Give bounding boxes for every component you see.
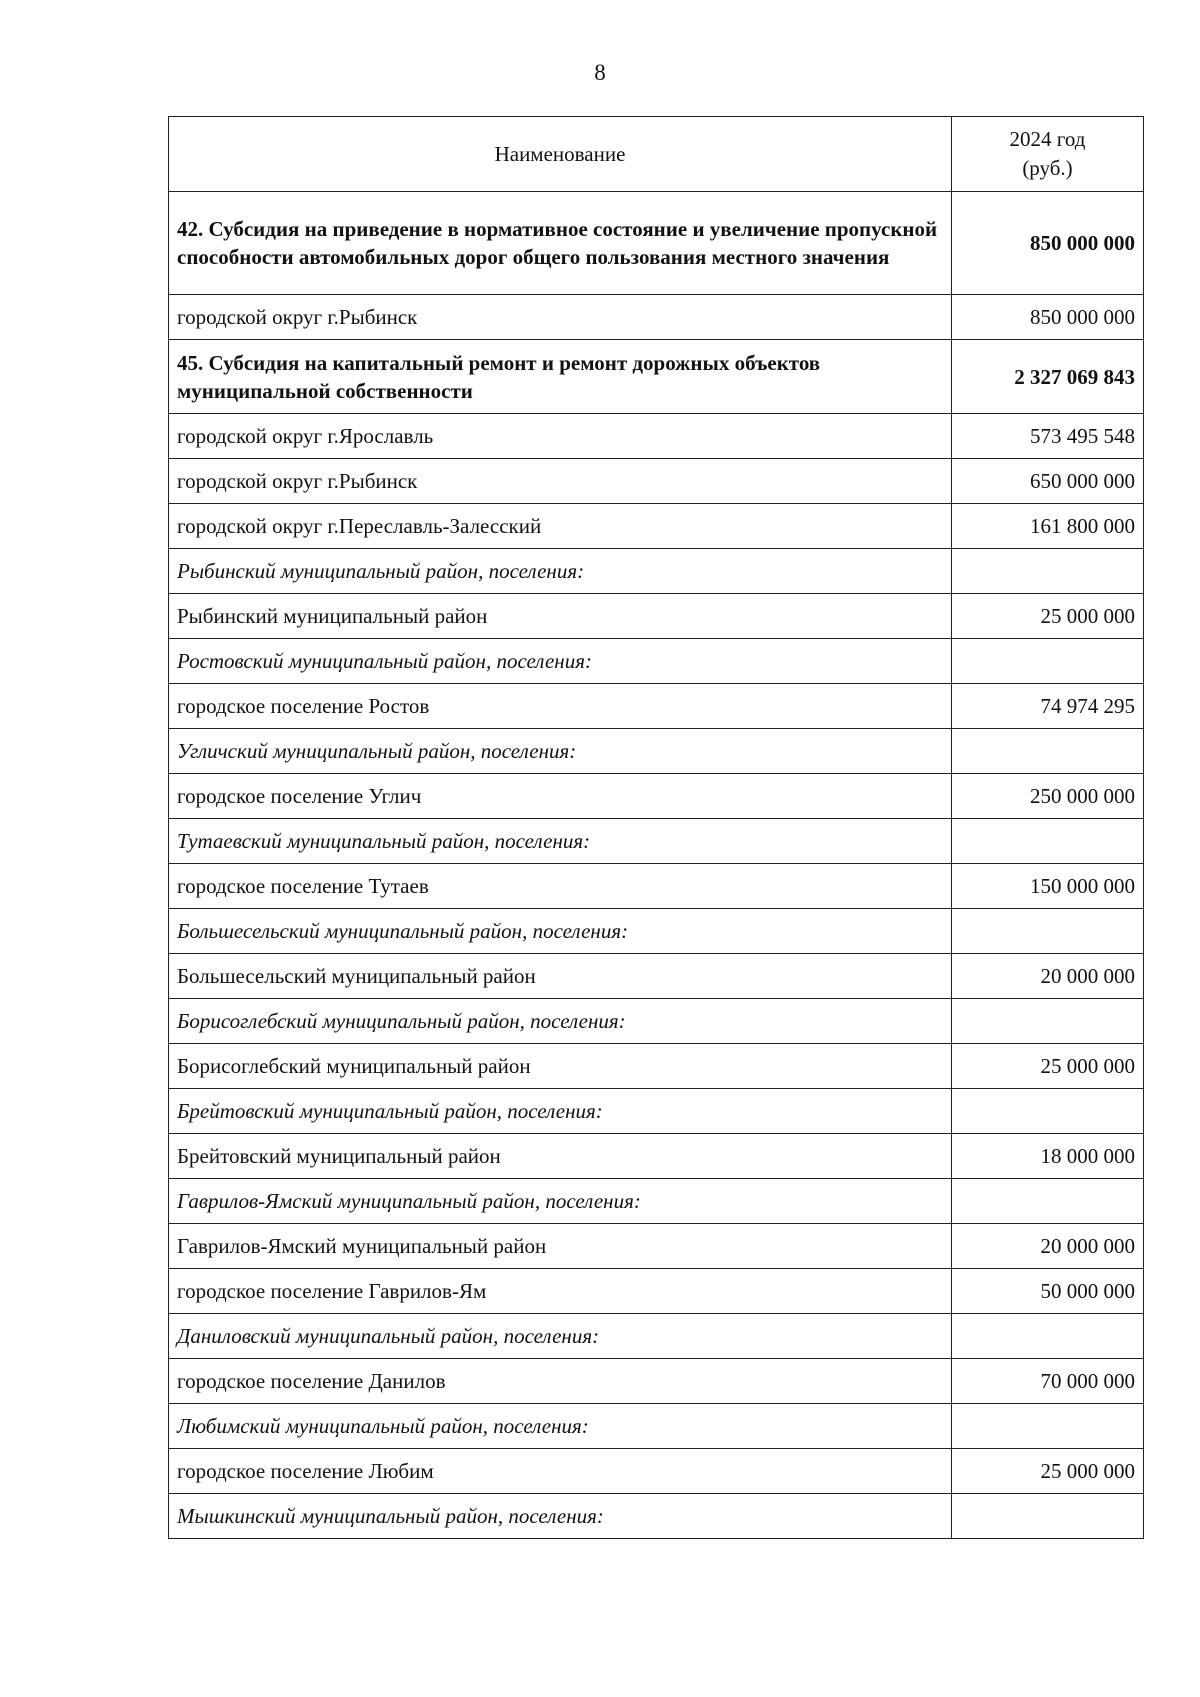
row-name: Большесельский муниципальный район bbox=[169, 954, 952, 999]
table-row bbox=[169, 1359, 1144, 1404]
row-name: Гаврилов-Ямский муниципальный район, поселения: bbox=[169, 1179, 952, 1224]
table-row bbox=[169, 954, 1144, 999]
row-name: 45. Субсидия на капитальный ремонт и ремонт дорожных объектов муниципальной собственности bbox=[169, 340, 952, 414]
row-name: Рыбинский муниципальный район bbox=[169, 594, 952, 639]
row-name: Брейтовский муниципальный район bbox=[169, 1134, 952, 1179]
row-name: городское поселение Гаврилов-Ям bbox=[169, 1269, 952, 1314]
row-name: городское поселение Тутаев bbox=[169, 864, 952, 909]
row-name: Мышкинский муниципальный район, поселения: bbox=[169, 1494, 952, 1539]
row-name: городской округ г.Рыбинск bbox=[169, 459, 952, 504]
table-row bbox=[169, 340, 1144, 414]
table-row bbox=[169, 684, 1144, 729]
row-value: 74 974 295 bbox=[952, 684, 1144, 729]
row-name: Тутаевский муниципальный район, поселения: bbox=[169, 819, 952, 864]
table-row bbox=[169, 594, 1144, 639]
row-name: Любимский муниципальный район, поселения: bbox=[169, 1404, 952, 1449]
table-row bbox=[169, 1404, 1144, 1449]
row-value: 850 000 000 bbox=[952, 192, 1144, 295]
row-name: городское поселение Любим bbox=[169, 1449, 952, 1494]
row-value bbox=[952, 549, 1144, 594]
header-year-label: 2024 год bbox=[1009, 127, 1086, 151]
row-value bbox=[952, 1404, 1144, 1449]
row-name: городской округ г.Переславль-Залесский bbox=[169, 504, 952, 549]
row-value: 850 000 000 bbox=[952, 295, 1144, 340]
table-row bbox=[169, 1269, 1144, 1314]
row-value: 50 000 000 bbox=[952, 1269, 1144, 1314]
row-value bbox=[952, 1314, 1144, 1359]
row-value bbox=[952, 999, 1144, 1044]
table-row bbox=[169, 549, 1144, 594]
row-name: Даниловский муниципальный район, поселения: bbox=[169, 1314, 952, 1359]
table-row bbox=[169, 1494, 1144, 1539]
row-value bbox=[952, 909, 1144, 954]
row-value: 650 000 000 bbox=[952, 459, 1144, 504]
table-row bbox=[169, 1134, 1144, 1179]
table-row bbox=[169, 414, 1144, 459]
table-row bbox=[169, 459, 1144, 504]
table-row bbox=[169, 639, 1144, 684]
table-row bbox=[169, 1224, 1144, 1269]
row-name: городское поселение Углич bbox=[169, 774, 952, 819]
row-value: 161 800 000 bbox=[952, 504, 1144, 549]
table-header-row bbox=[169, 117, 1144, 192]
row-value bbox=[952, 729, 1144, 774]
table-row bbox=[169, 864, 1144, 909]
row-name: городской округ г.Ярославль bbox=[169, 414, 952, 459]
table-row bbox=[169, 999, 1144, 1044]
row-name: Гаврилов-Ямский муниципальный район bbox=[169, 1224, 952, 1269]
page-number: 8 bbox=[594, 60, 606, 85]
table-row bbox=[169, 729, 1144, 774]
table-row bbox=[169, 1044, 1144, 1089]
table-row bbox=[169, 1314, 1144, 1359]
row-name: Большесельский муниципальный район, поселения: bbox=[169, 909, 952, 954]
row-name: городское поселение Ростов bbox=[169, 684, 952, 729]
header-year bbox=[952, 117, 1144, 192]
row-value bbox=[952, 1494, 1144, 1539]
table-row bbox=[169, 504, 1144, 549]
row-value: 18 000 000 bbox=[952, 1134, 1144, 1179]
row-name: Угличский муниципальный район, поселения: bbox=[169, 729, 952, 774]
row-value: 250 000 000 bbox=[952, 774, 1144, 819]
row-value bbox=[952, 1179, 1144, 1224]
header-unit-label: (руб.) bbox=[1022, 156, 1073, 180]
table-row bbox=[169, 819, 1144, 864]
row-value bbox=[952, 1089, 1144, 1134]
subsidy-table bbox=[168, 116, 1144, 1539]
row-name: Ростовский муниципальный район, поселения: bbox=[169, 639, 952, 684]
row-value: 20 000 000 bbox=[952, 1224, 1144, 1269]
table-row bbox=[169, 774, 1144, 819]
row-value: 150 000 000 bbox=[952, 864, 1144, 909]
row-value: 20 000 000 bbox=[952, 954, 1144, 999]
row-value: 25 000 000 bbox=[952, 594, 1144, 639]
row-name: Рыбинский муниципальный район, поселения: bbox=[169, 549, 952, 594]
row-name: Борисоглебский муниципальный район, поселения: bbox=[169, 999, 952, 1044]
row-value: 25 000 000 bbox=[952, 1449, 1144, 1494]
table-row bbox=[169, 295, 1144, 340]
table-row bbox=[169, 1089, 1144, 1134]
row-value: 573 495 548 bbox=[952, 414, 1144, 459]
row-value bbox=[952, 819, 1144, 864]
row-name: Борисоглебский муниципальный район bbox=[169, 1044, 952, 1089]
row-name: Брейтовский муниципальный район, поселения: bbox=[169, 1089, 952, 1134]
row-name: городской округ г.Рыбинск bbox=[169, 295, 952, 340]
row-name: 42. Субсидия на приведение в нормативное состояние и увеличение пропускной способности автомобильных дорог общего пользования местного значения bbox=[169, 192, 952, 295]
row-value: 2 327 069 843 bbox=[952, 340, 1144, 414]
row-value bbox=[952, 639, 1144, 684]
row-name: городское поселение Данилов bbox=[169, 1359, 952, 1404]
row-value: 70 000 000 bbox=[952, 1359, 1144, 1404]
header-name: Наименование bbox=[169, 117, 952, 192]
row-value: 25 000 000 bbox=[952, 1044, 1144, 1089]
table-row bbox=[169, 1179, 1144, 1224]
table-row bbox=[169, 192, 1144, 295]
table-row bbox=[169, 1449, 1144, 1494]
table-row bbox=[169, 909, 1144, 954]
